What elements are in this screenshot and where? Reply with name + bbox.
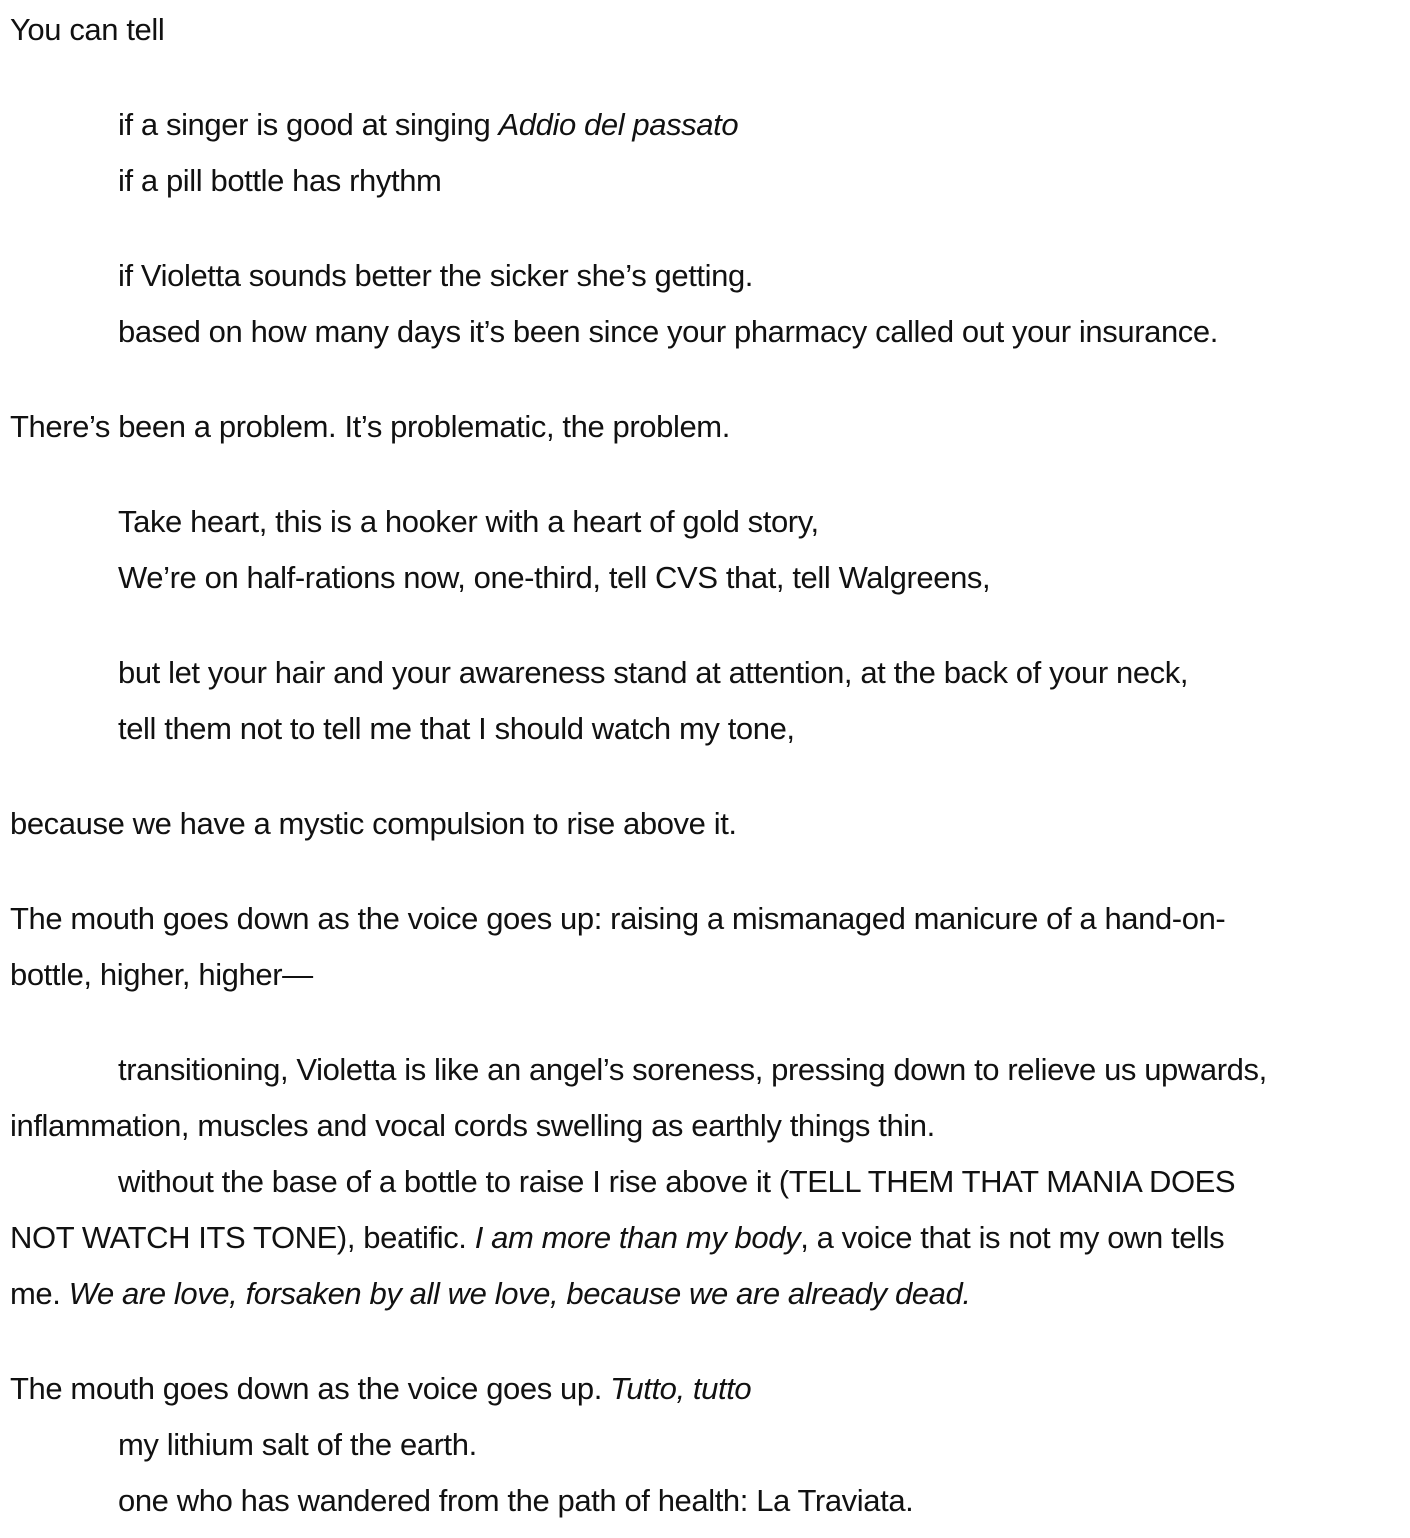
line-text: Take heart, this is a hooker with a heart of gold story, (118, 504, 819, 539)
line-text: if a pill bottle has rhythm (118, 163, 442, 198)
poem-line (10, 1473, 1400, 1529)
line-text: There’s been a problem. It’s problematic, the problem. (10, 409, 730, 444)
line-text: based on how many days it’s been since your pharmacy called out your insurance. (118, 314, 1218, 349)
poem-line (10, 550, 1400, 606)
italic-text: We are love, forsaken by all we love, because we are already dead. (68, 1276, 971, 1311)
poem-line (10, 645, 1400, 701)
line-text: transitioning, Violetta is like an angel’s soreness, pressing down to relieve us upwards, (118, 1052, 1267, 1087)
line-text: bottle, higher, higher— (10, 957, 313, 992)
line-text: if Violetta sounds better the sicker she’s getting. (118, 258, 754, 293)
line-text: without the base of a bottle to raise I rise above it (TELL THEM THAT MANIA DOES (118, 1164, 1236, 1199)
poem-line (10, 1417, 1400, 1473)
poem-line (10, 796, 1400, 852)
line-text: me. (10, 1276, 69, 1311)
poem-line (10, 248, 1400, 304)
line-text: The mouth goes down as the voice goes up. (10, 1371, 611, 1406)
line-text: if a singer is good at singing (118, 107, 499, 142)
line-text: The mouth goes down as the voice goes up: raising a mismanaged manicure of a hand-on- (10, 901, 1226, 936)
line-text: tell them not to tell me that I should watch my tone, (118, 711, 795, 746)
line-text: because we have a mystic compulsion to rise above it. (10, 806, 737, 841)
poem-line (10, 399, 1400, 455)
italic-text: I am more than my body (474, 1220, 801, 1255)
poem-line (10, 1042, 1400, 1098)
line-text: my lithium salt of the earth. (118, 1427, 477, 1462)
poem-line (10, 947, 1400, 1003)
italic-text: Tutto, tutto (610, 1371, 752, 1406)
line-text: We’re on half-rations now, one-third, tell CVS that, tell Walgreens, (118, 560, 991, 595)
poem-line (10, 1361, 1400, 1417)
poem-line (10, 97, 1400, 153)
poem-line (10, 1210, 1400, 1266)
poem-line (10, 1154, 1400, 1210)
line-text: one who has wandered from the path of health: La Traviata. (118, 1483, 914, 1518)
poem (10, 0, 1400, 1529)
poem-line (10, 494, 1400, 550)
line-text: but let your hair and your awareness stand at attention, at the back of your neck, (118, 655, 1189, 690)
line-text: NOT WATCH ITS TONE), beatific. (10, 1220, 475, 1255)
poem-line (10, 701, 1400, 757)
line-text: inflammation, muscles and vocal cords swelling as earthly things thin. (10, 1108, 935, 1143)
italic-text: Addio del passato (498, 107, 739, 142)
poem-line (10, 1098, 1400, 1154)
line-text: , a voice that is not my own tells (800, 1220, 1225, 1255)
poem-line (10, 2, 1400, 58)
poem-line (10, 153, 1400, 209)
line-text: You can tell (10, 12, 165, 47)
poem-line (10, 304, 1400, 360)
poem-line (10, 891, 1400, 947)
poem-line (10, 1266, 1400, 1322)
